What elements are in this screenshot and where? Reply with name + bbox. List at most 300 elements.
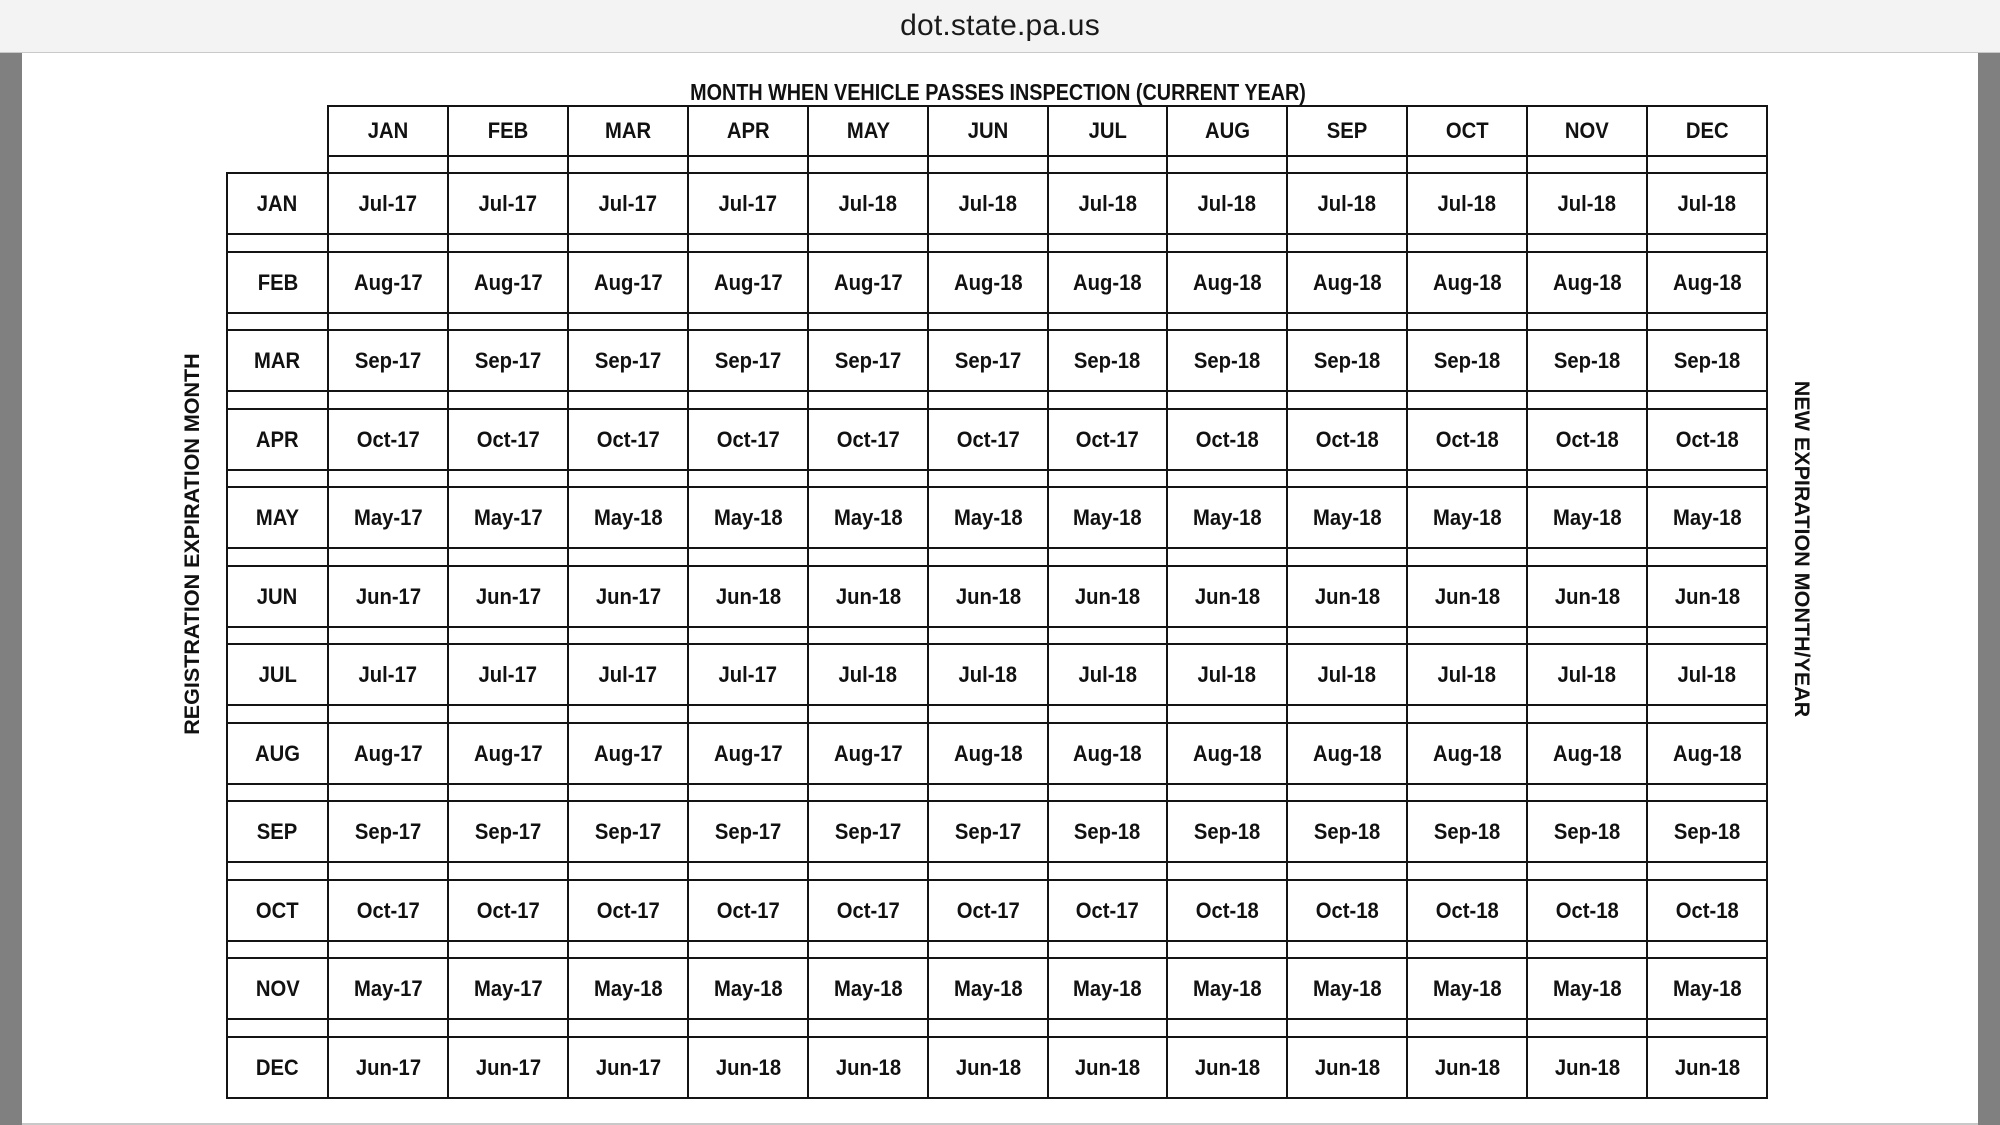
row-spacer: [447, 547, 569, 567]
table-cell-text: Aug-17: [473, 740, 543, 766]
row-spacer: [1526, 1018, 1648, 1038]
table-cell: [1646, 957, 1768, 1020]
table-cell-text: Aug-17: [593, 740, 663, 766]
table-cell: [1286, 1036, 1408, 1099]
table-cell: [807, 722, 929, 785]
table-cell: [327, 172, 449, 235]
table-cell-text: Aug-18: [953, 269, 1023, 295]
table-cell-text: May-18: [1192, 975, 1262, 1001]
table-cell-text: Oct-17: [836, 897, 900, 923]
table-cell-text: Jul-18: [1078, 190, 1137, 216]
result-axis-label: NEW EXPIRATION MONTH/YEAR: [1790, 380, 1814, 718]
table-cell-text: May-18: [1312, 975, 1382, 1001]
table-cell: [567, 565, 689, 628]
table-cell: [1047, 565, 1168, 628]
table-cell: [327, 879, 449, 942]
table-cell-text: May-18: [1672, 504, 1742, 530]
column-header: [1166, 105, 1288, 157]
row-spacer: [807, 390, 929, 410]
table-cell-text: Sep-18: [1673, 347, 1741, 373]
row-spacer: [1047, 861, 1168, 881]
table-cell-text: Jun-18: [1194, 1054, 1260, 1080]
table-cell: [327, 329, 449, 392]
table-cell-text: Oct-17: [596, 897, 660, 923]
table-cell-text: Aug-18: [1192, 740, 1262, 766]
table-cell-text: Oct-17: [956, 897, 1020, 923]
table-cell-text: Sep-17: [354, 818, 422, 844]
table-cell-text: Aug-18: [1192, 269, 1262, 295]
table-cell: [687, 1036, 809, 1099]
row-spacer: [567, 233, 689, 253]
table-cell: [1646, 722, 1768, 785]
table-cell: [327, 1036, 449, 1099]
table-cell: [1406, 408, 1528, 471]
table-cell: [1646, 329, 1768, 392]
table-cell: [447, 879, 569, 942]
row-header: [226, 879, 329, 942]
row-header: [226, 722, 329, 785]
table-cell: [1526, 408, 1648, 471]
table-cell: [807, 408, 929, 471]
table-cell: [927, 879, 1049, 942]
column-header-text: AUG: [1204, 118, 1250, 143]
row-spacer: [567, 861, 689, 881]
table-cell: [447, 722, 569, 785]
table-cell-text: Jul-18: [1557, 661, 1617, 687]
table-cell-text: Sep-17: [594, 347, 662, 373]
table-cell-text: May-18: [593, 504, 663, 530]
table-cell-text: Sep-18: [1673, 818, 1741, 844]
row-spacer: [226, 861, 329, 881]
row-spacer: [327, 1018, 449, 1038]
column-header: [1047, 105, 1168, 157]
table-cell: [1286, 800, 1408, 863]
table-cell: [1047, 486, 1168, 549]
table-cell-text: May-18: [1312, 504, 1382, 530]
row-spacer: [1406, 233, 1528, 253]
table-cell-text: Jul-17: [478, 190, 538, 216]
table-cell: [1646, 879, 1768, 942]
table-cell: [327, 408, 449, 471]
table-cell-text: Aug-17: [593, 269, 663, 295]
row-spacer: [447, 861, 569, 881]
column-header-text: JAN: [367, 118, 409, 143]
row-spacer: [567, 547, 689, 567]
row-spacer: [1526, 390, 1648, 410]
table-cell: [567, 957, 689, 1020]
table-cell-text: Sep-18: [1553, 347, 1621, 373]
table-cell-text: Sep-17: [954, 818, 1022, 844]
table-cell-text: May-18: [953, 504, 1023, 530]
table-cell: [927, 486, 1049, 549]
table-cell: [1286, 643, 1408, 706]
table-cell-text: Sep-17: [594, 818, 662, 844]
table-cell-text: May-17: [473, 975, 543, 1001]
table-cell: [1166, 1036, 1288, 1099]
row-spacer: [927, 390, 1049, 410]
table-cell-text: May-18: [1073, 504, 1142, 530]
table-cell: [1286, 565, 1408, 628]
table-cell-text: Oct-18: [1555, 426, 1619, 452]
table-cell-text: Jun-18: [1194, 583, 1260, 609]
row-spacer: [807, 1018, 929, 1038]
row-spacer: [327, 390, 449, 410]
table-cell: [327, 643, 449, 706]
table-cell-text: Jul-17: [478, 661, 538, 687]
table-cell: [687, 251, 809, 314]
table-cell-text: May-18: [1552, 975, 1622, 1001]
table-cell: [327, 957, 449, 1020]
row-spacer: [1166, 1018, 1288, 1038]
row-spacer: [927, 861, 1049, 881]
table-cell-text: Jul-18: [1437, 190, 1497, 216]
table-cell: [927, 172, 1049, 235]
table-cell-text: Oct-17: [956, 426, 1020, 452]
table-cell: [687, 172, 809, 235]
table-cell-text: Sep-18: [1074, 818, 1141, 844]
table-cell-text: Aug-18: [1312, 269, 1382, 295]
column-header-text: DEC: [1685, 118, 1729, 143]
row-header: [226, 643, 329, 706]
table-cell-text: Oct-17: [476, 426, 540, 452]
table-cell: [327, 565, 449, 628]
table-cell: [927, 722, 1049, 785]
table-cell-text: Oct-18: [1435, 426, 1499, 452]
table-cell: [1406, 172, 1528, 235]
table-cell-text: Jun-18: [1314, 583, 1380, 609]
table-cell-text: Jul-18: [958, 190, 1018, 216]
table-cell-text: Oct-18: [1675, 897, 1739, 923]
table-cell: [1166, 879, 1288, 942]
row-spacer: [1646, 390, 1768, 410]
table-cell-text: Jul-18: [1317, 190, 1377, 216]
table-cell: [447, 565, 569, 628]
table-cell: [807, 643, 929, 706]
row-spacer: [1047, 233, 1168, 253]
table-cell-text: Oct-18: [1195, 897, 1259, 923]
row-spacer: [1166, 547, 1288, 567]
table-cell-text: Oct-17: [1075, 426, 1139, 452]
row-spacer: [1406, 390, 1528, 410]
row-header-text: MAR: [254, 347, 301, 373]
table-cell-text: Aug-18: [1672, 269, 1742, 295]
table-cell-text: Aug-17: [713, 740, 783, 766]
table-cell-text: Aug-17: [473, 269, 543, 295]
column-header: [1406, 105, 1528, 157]
table-title: MONTH WHEN VEHICLE PASSES INSPECTION (CURRENT YEAR): [690, 79, 1306, 105]
table-cell-text: Jun-18: [1674, 583, 1740, 609]
row-spacer: [1286, 1018, 1408, 1038]
row-header: [226, 800, 329, 863]
column-header-text: FEB: [487, 118, 529, 143]
row-header-text: MAY: [255, 504, 300, 530]
column-header-text: SEP: [1326, 118, 1368, 143]
table-cell-text: Oct-17: [596, 426, 660, 452]
row-header-text: AUG: [255, 740, 300, 766]
row-header: [226, 172, 329, 235]
browser-url-bar[interactable]: [0, 0, 2000, 53]
column-header: [1646, 105, 1768, 157]
row-header: [226, 329, 329, 392]
table-cell-text: Jul-17: [598, 190, 658, 216]
table-cell-text: May-18: [1432, 504, 1502, 530]
column-header: [1526, 105, 1648, 157]
table-cell-text: Aug-18: [1073, 269, 1142, 295]
table-cell: [687, 565, 809, 628]
row-spacer: [687, 704, 809, 724]
table-cell: [1526, 957, 1648, 1020]
table-cell: [1047, 172, 1168, 235]
table-cell: [1406, 251, 1528, 314]
table-cell: [447, 643, 569, 706]
table-cell: [1646, 643, 1768, 706]
table-cell-text: May-18: [1073, 975, 1142, 1001]
table-cell: [927, 251, 1049, 314]
row-spacer: [1526, 704, 1648, 724]
row-spacer: [687, 233, 809, 253]
row-spacer: [1526, 233, 1648, 253]
table-cell-text: May-18: [1432, 975, 1502, 1001]
table-cell-text: Sep-18: [1193, 818, 1261, 844]
row-header: [226, 486, 329, 549]
table-cell-text: May-18: [833, 975, 903, 1001]
row-spacer: [1286, 390, 1408, 410]
table-cell: [567, 172, 689, 235]
table-cell-text: Sep-17: [474, 818, 542, 844]
table-cell-text: Oct-18: [1675, 426, 1739, 452]
table-cell-text: Aug-18: [953, 740, 1023, 766]
table-cell: [1047, 800, 1168, 863]
row-spacer: [1646, 1018, 1768, 1038]
row-spacer: [807, 704, 929, 724]
table-cell: [807, 251, 929, 314]
table-cell: [1526, 879, 1648, 942]
table-cell: [447, 408, 569, 471]
table-cell: [1166, 329, 1288, 392]
row-header-text: OCT: [256, 897, 299, 923]
table-cell-text: May-18: [1672, 975, 1742, 1001]
table-cell: [327, 800, 449, 863]
table-cell: [567, 800, 689, 863]
row-spacer: [1286, 547, 1408, 567]
table-cell-text: Jul-17: [358, 190, 418, 216]
table-cell-text: Sep-17: [834, 818, 902, 844]
row-header: [226, 408, 329, 471]
table-cell: [687, 800, 809, 863]
table-cell-text: May-17: [353, 504, 423, 530]
table-cell-text: Oct-17: [356, 426, 420, 452]
row-spacer: [1526, 547, 1648, 567]
row-spacer: [1406, 861, 1528, 881]
row-spacer: [687, 390, 809, 410]
row-header-text: JAN: [257, 190, 298, 216]
row-header-text: NOV: [255, 975, 300, 1001]
table-cell-text: Jul-18: [1437, 661, 1497, 687]
row-spacer: [327, 861, 449, 881]
table-cell: [1166, 722, 1288, 785]
table-cell: [1047, 957, 1168, 1020]
table-cell-text: Aug-18: [1312, 740, 1382, 766]
column-header: [687, 105, 809, 157]
row-spacer: [1646, 704, 1768, 724]
table-cell: [1646, 172, 1768, 235]
table-cell-text: Jun-18: [1674, 1054, 1740, 1080]
table-cell-text: May-18: [953, 975, 1023, 1001]
table-cell: [807, 1036, 929, 1099]
table-cell-text: May-18: [833, 504, 903, 530]
table-cell: [1526, 251, 1648, 314]
table-cell-text: Sep-17: [834, 347, 902, 373]
table-cell: [927, 565, 1049, 628]
row-spacer: [226, 547, 329, 567]
table-cell-text: Aug-18: [1552, 269, 1622, 295]
table-cell-text: May-18: [1192, 504, 1262, 530]
table-cell: [447, 251, 569, 314]
table-cell: [1646, 565, 1768, 628]
row-header-text: JUL: [258, 661, 297, 687]
table-cell-text: May-18: [1552, 504, 1622, 530]
table-cell-text: Jun-18: [1074, 1054, 1141, 1080]
table-cell: [1047, 722, 1168, 785]
table-cell: [567, 1036, 689, 1099]
row-spacer: [1047, 390, 1168, 410]
table-cell: [567, 329, 689, 392]
row-axis-label: REGISTRATION EXPIRATION MONTH: [180, 353, 204, 735]
url-text[interactable]: dot.state.pa.us: [900, 9, 1100, 42]
table-cell-text: Sep-18: [1313, 818, 1381, 844]
table-cell-text: Oct-18: [1195, 426, 1259, 452]
table-cell-text: Oct-17: [836, 426, 900, 452]
column-header: [927, 105, 1049, 157]
row-spacer: [927, 547, 1049, 567]
table-cell: [1047, 408, 1168, 471]
row-spacer: [447, 1018, 569, 1038]
row-header: [226, 565, 329, 628]
table-cell: [1406, 800, 1528, 863]
column-header: [567, 105, 689, 157]
table-cell: [687, 643, 809, 706]
table-cell-text: Jun-18: [715, 583, 781, 609]
table-cell: [1526, 565, 1648, 628]
row-header-text: FEB: [257, 269, 298, 295]
table-cell: [1286, 879, 1408, 942]
table-cell-text: Jul-18: [1317, 661, 1377, 687]
table-cell: [567, 722, 689, 785]
table-cell: [807, 172, 929, 235]
left-gutter: [0, 53, 22, 1125]
table-cell-text: Jun-17: [475, 1054, 541, 1080]
table-cell: [1286, 957, 1408, 1020]
row-spacer: [807, 547, 929, 567]
table-cell: [327, 251, 449, 314]
table-cell: [687, 486, 809, 549]
table-cell-text: Sep-17: [714, 347, 782, 373]
table-cell: [1166, 643, 1288, 706]
table-cell: [1286, 172, 1408, 235]
row-spacer: [687, 1018, 809, 1038]
table-cell-text: Aug-18: [1432, 269, 1502, 295]
table-cell: [1526, 172, 1648, 235]
table-cell: [927, 329, 1049, 392]
table-cell: [807, 329, 929, 392]
row-spacer: [807, 233, 929, 253]
row-spacer: [327, 547, 449, 567]
table-cell: [1047, 643, 1168, 706]
table-cell-text: Oct-18: [1315, 897, 1379, 923]
table-cell-text: May-17: [473, 504, 543, 530]
table-cell: [567, 408, 689, 471]
column-header-text: JUN: [967, 118, 1009, 143]
row-spacer: [327, 233, 449, 253]
table-cell-text: Jun-18: [835, 583, 901, 609]
table-cell-text: Aug-17: [833, 740, 903, 766]
table-cell-text: Jun-17: [595, 1054, 661, 1080]
row-header-text: APR: [256, 426, 299, 452]
table-cell: [1047, 1036, 1168, 1099]
table-cell-text: Jun-18: [1434, 1054, 1500, 1080]
table-cell: [1406, 879, 1528, 942]
row-header-text: DEC: [256, 1054, 299, 1080]
row-spacer: [1047, 704, 1168, 724]
row-spacer: [1406, 547, 1528, 567]
row-spacer: [687, 861, 809, 881]
column-header: [447, 105, 569, 157]
table-cell: [1047, 879, 1168, 942]
table-cell-text: Jul-17: [358, 661, 418, 687]
table-cell-text: Sep-18: [1313, 347, 1381, 373]
row-spacer: [1166, 861, 1288, 881]
table-cell-text: May-17: [353, 975, 423, 1001]
table-cell: [1646, 251, 1768, 314]
table-cell-text: Jun-17: [355, 1054, 421, 1080]
table-cell-text: Jun-17: [475, 583, 541, 609]
table-cell-text: Sep-18: [1433, 347, 1501, 373]
table-cell: [567, 486, 689, 549]
table-cell: [1406, 722, 1528, 785]
row-spacer: [1526, 861, 1648, 881]
row-spacer: [1406, 1018, 1528, 1038]
table-cell-text: Aug-18: [1432, 740, 1502, 766]
table-cell: [327, 486, 449, 549]
row-spacer: [567, 704, 689, 724]
table-cell-text: Jul-17: [598, 661, 658, 687]
table-cell: [1286, 408, 1408, 471]
column-header: [807, 105, 929, 157]
table-cell-text: Oct-17: [476, 897, 540, 923]
table-cell-text: Jun-18: [955, 583, 1021, 609]
row-spacer: [1166, 233, 1288, 253]
table-cell: [1526, 329, 1648, 392]
row-spacer: [687, 547, 809, 567]
table-cell-text: Oct-17: [716, 426, 780, 452]
table-cell: [447, 329, 569, 392]
right-scrollbar-gutter: [1978, 53, 2000, 1125]
row-spacer: [927, 704, 1049, 724]
row-spacer: [1646, 547, 1768, 567]
row-spacer: [1646, 861, 1768, 881]
table-cell-text: Oct-18: [1315, 426, 1379, 452]
table-cell: [1406, 1036, 1528, 1099]
row-spacer: [226, 390, 329, 410]
table-cell: [1166, 172, 1288, 235]
row-spacer: [226, 1018, 329, 1038]
row-spacer: [1166, 704, 1288, 724]
table-cell: [687, 408, 809, 471]
table-cell: [1406, 565, 1528, 628]
table-cell-text: Jul-18: [1677, 661, 1737, 687]
table-cell: [927, 408, 1049, 471]
row-header-text: SEP: [257, 818, 298, 844]
